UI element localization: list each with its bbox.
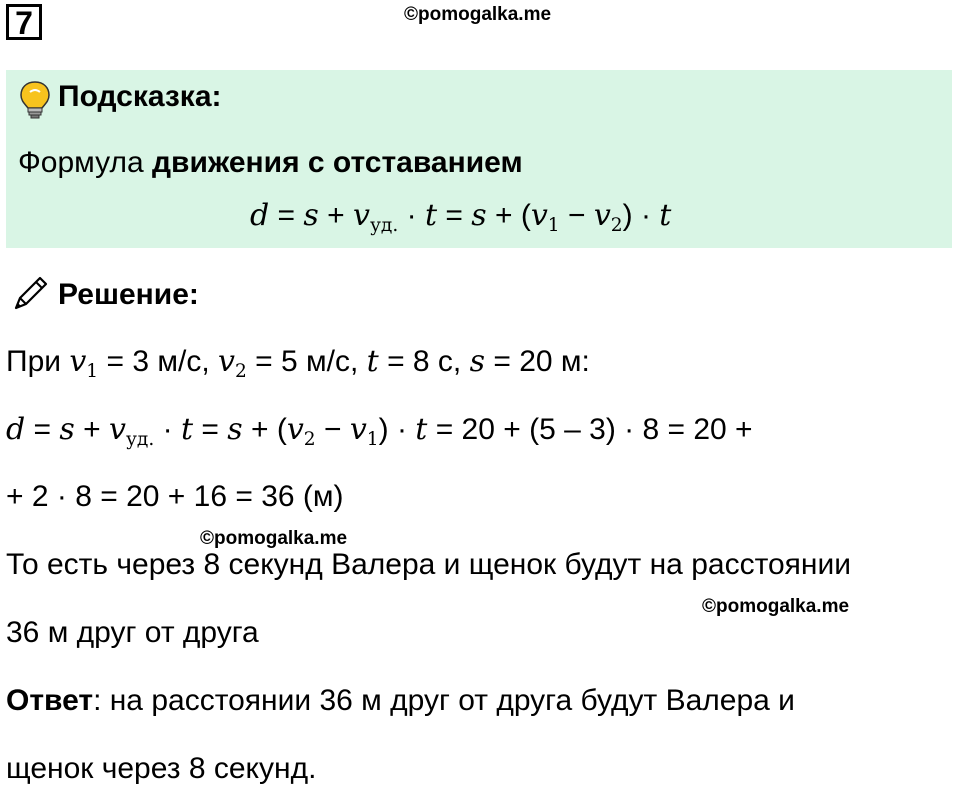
given-s: = 20 м: bbox=[493, 345, 590, 378]
given-values: При $v_1 = 3$ м/с, $v_2 = 5$ м/с, t = 8 с, s = 20 м: bbox=[6, 344, 590, 382]
calculation-line1: $d = s + v_{уд.} \cdot t = s + (v_2 - v_1) \cdot t = 20 + (5 - 3) \cdot 8 = 20$ + bbox=[6, 412, 753, 450]
conclusion-line1: То есть через 8 секунд Валера и щенок будут на расстоянии bbox=[6, 548, 851, 581]
hint-text-prefix: Формула bbox=[18, 146, 153, 179]
hint-title: Подсказка: bbox=[58, 80, 222, 113]
calc-tail: = 20 + (5 – 3) · 8 = 20 + bbox=[435, 413, 753, 446]
pencil-icon bbox=[10, 272, 52, 314]
watermark: ©pomogalka.me bbox=[200, 528, 348, 549]
given-v2: = 5 м/с, bbox=[255, 345, 359, 378]
answer-label: Ответ bbox=[6, 684, 94, 717]
answer-line2: щенок через 8 секунд. bbox=[6, 752, 317, 785]
conclusion-line2: 36 м друг от друга bbox=[6, 616, 259, 649]
lightbulb-icon bbox=[18, 80, 52, 120]
task-number: 7 bbox=[6, 4, 42, 40]
given-t: = 8 с, bbox=[387, 345, 462, 378]
hint-text bbox=[18, 146, 523, 180]
answer-text-1: : на расстоянии 36 м друг от друга будут Валера и bbox=[93, 684, 795, 717]
given-v1: = 3 м/с, bbox=[106, 345, 210, 378]
watermark: ©pomogalka.me bbox=[702, 596, 850, 617]
hint-formula: $d = s + v_{уд.} \cdot t = s + (v_1 - v_2) \cdot t$ bbox=[250, 198, 672, 236]
solution-title: Решение: bbox=[58, 278, 199, 311]
answer-line1 bbox=[6, 684, 795, 718]
hint-text-bold: движения с отставанием bbox=[152, 146, 523, 179]
calculation-line2: + 2 · 8 = 20 + 16 = 36 (м) bbox=[6, 480, 344, 513]
given-prefix: При bbox=[6, 345, 70, 378]
watermark: ©pomogalka.me bbox=[404, 4, 552, 25]
